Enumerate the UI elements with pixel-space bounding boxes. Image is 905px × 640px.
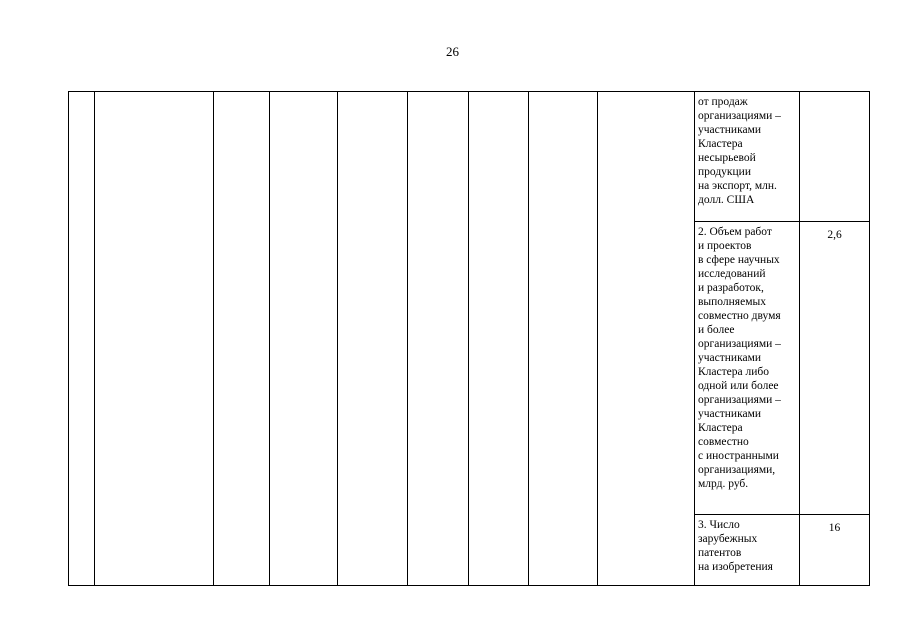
value-cell: [800, 92, 870, 222]
empty-cell: [529, 92, 598, 586]
page-number: 26: [446, 44, 459, 59]
empty-cell: [408, 92, 469, 586]
empty-cell: [270, 92, 338, 586]
table-row: [69, 92, 870, 222]
empty-cell: [338, 92, 408, 586]
empty-cell: [598, 92, 695, 586]
value-cell: 16: [800, 515, 870, 586]
empty-cell: [95, 92, 214, 586]
indicator-cell: 2. Объем работ и проектов в сфере научных исследований и разработок, выполняемых совместно двумя и более организациями – участниками Кластера либо одной или более организациями – участниками Кластера совместно с иностранными организациями, млрд. руб.: [695, 222, 800, 515]
indicator-cell: от продаж организациями – участниками Кластера несырьевой продукции на экспорт, млн. долл. США: [695, 92, 800, 222]
continuation-table: [68, 91, 870, 586]
empty-cell: [69, 92, 95, 586]
empty-cell: [214, 92, 270, 586]
empty-cell: [469, 92, 529, 586]
value-cell: 2,6: [800, 222, 870, 515]
indicator-cell: 3. Число зарубежных патентов на изобретения: [695, 515, 800, 586]
